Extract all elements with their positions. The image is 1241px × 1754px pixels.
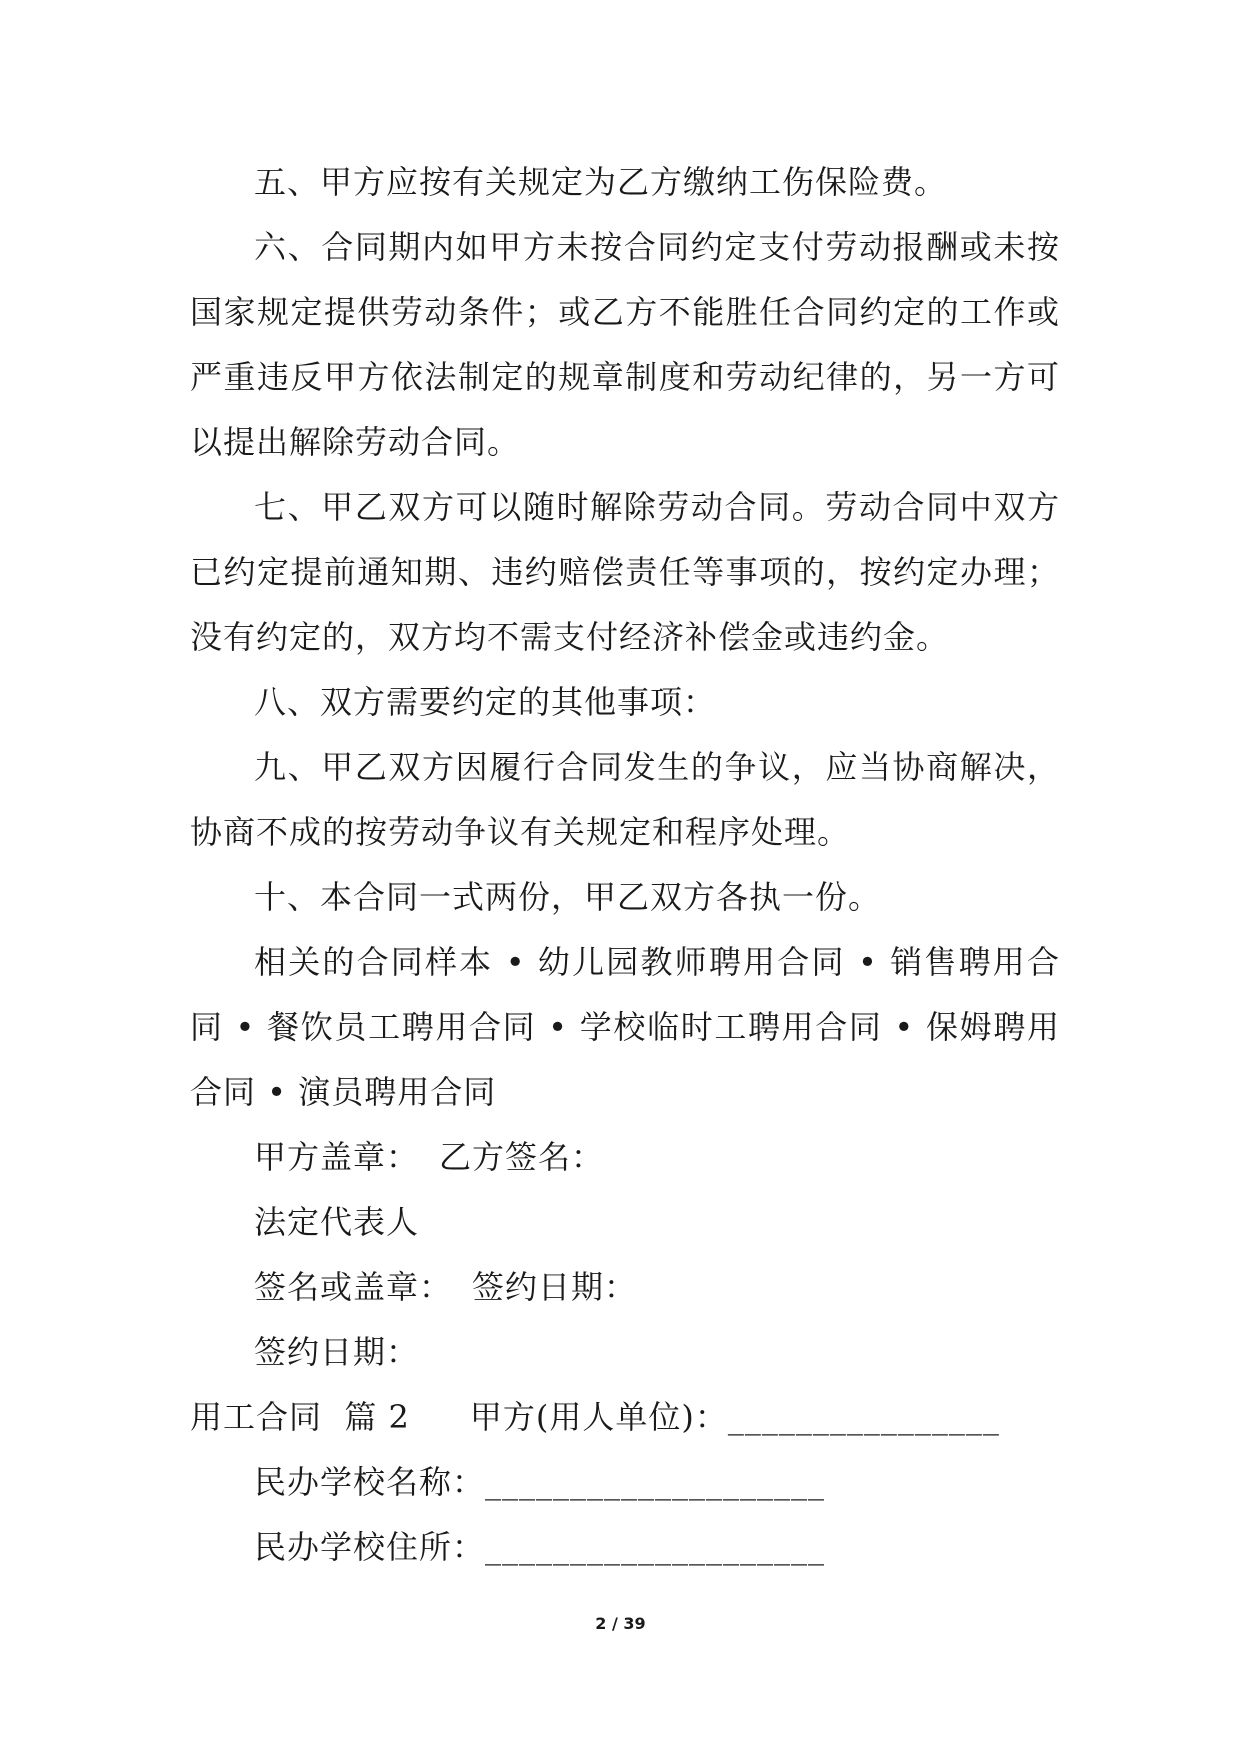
related-contracts: 相关的合同样本 • 幼儿园教师聘用合同 • 销售聘用合同 • 餐饮员工聘用合同 • 学校临时工聘用合同 • 保姆聘用合同 • 演员聘用合同	[190, 943, 1060, 1111]
school-address-field: 民办学校住所：____________________	[254, 1528, 826, 1566]
school-name-field: 民办学校名称：____________________	[254, 1463, 826, 1501]
page-number: 2 / 39	[595, 1614, 646, 1633]
legal-rep-label: 法定代表人	[254, 1203, 420, 1241]
clause-7: 七、甲乙双方可以随时解除劳动合同。劳动合同中双方已约定提前通知期、违约赔偿责任等事项的，按约定办理；没有约定的，双方均不需支付经济补偿金或违约金。	[190, 488, 1060, 656]
signature-parties-line	[190, 1125, 1060, 1190]
party-a-employer-field: 甲方(用人单位)：________________	[469, 1398, 1000, 1436]
sign-date-label-2: 签约日期：	[254, 1333, 420, 1371]
section-2-heading-line	[190, 1385, 1060, 1450]
clause-8: 八、双方需要约定的其他事项：	[254, 683, 717, 721]
sign-date-label-1: 签约日期：	[472, 1268, 638, 1306]
party-a-seal-label: 甲方盖章：	[254, 1138, 420, 1176]
clause-9: 九、甲乙双方因履行合同发生的争议，应当协商解决，协商不成的按劳动争议有关规定和程序处理。	[190, 748, 1060, 851]
sign-or-seal-label: 签名或盖章：	[254, 1268, 453, 1306]
clause-6: 六、合同期内如甲方未按合同约定支付劳动报酬或未按国家规定提供劳动条件；或乙方不能胜任合同约定的工作或严重违反甲方依法制定的规章制度和劳动纪律的，另一方可以提出解除劳动合同。	[190, 228, 1060, 461]
signature-date-line	[190, 1255, 1060, 1320]
document-body	[190, 150, 1060, 1580]
party-b-sign-label: 乙方签名：	[439, 1138, 605, 1176]
clause-5: 五、甲方应按有关规定为乙方缴纳工伤保险费。	[254, 163, 948, 201]
section-2-heading: 用工合同 篇 2	[190, 1398, 410, 1436]
clause-10: 十、本合同一式两份，甲乙双方各执一份。	[254, 878, 882, 916]
